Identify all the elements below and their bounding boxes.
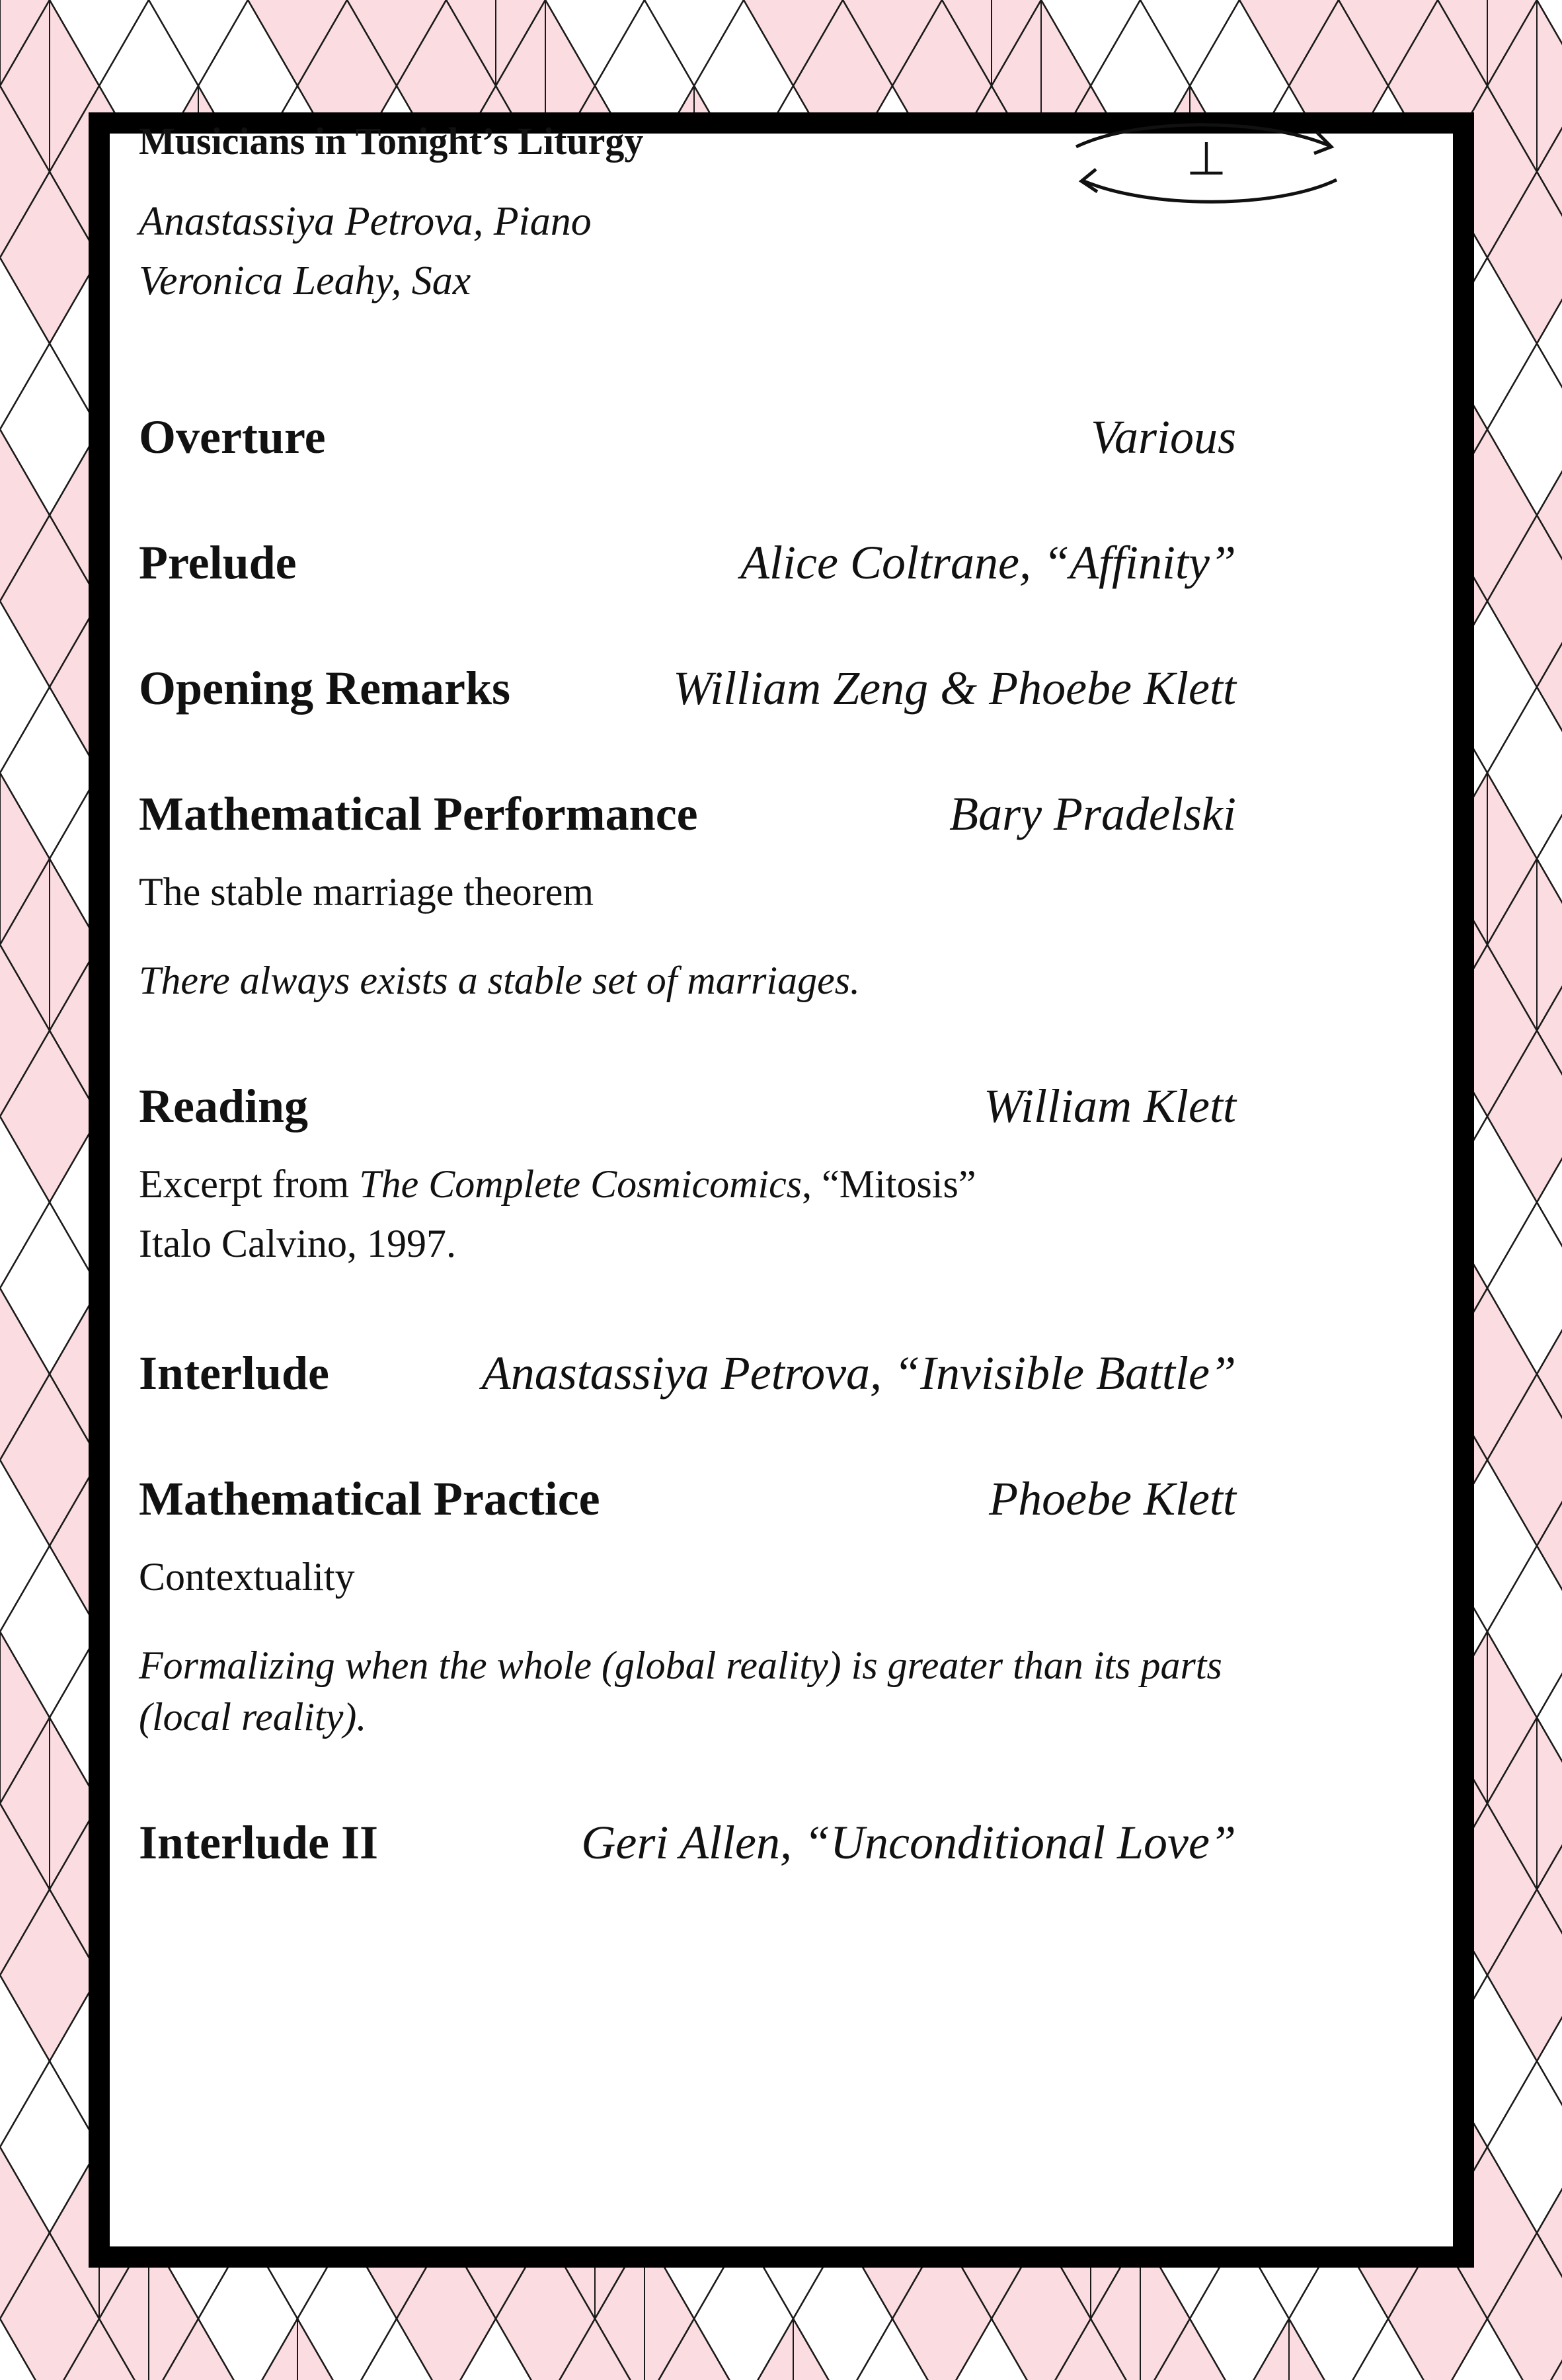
reading-excerpt xyxy=(139,1154,1236,1214)
item-performer: Bary Pradelski xyxy=(949,787,1236,840)
item-header xyxy=(139,1079,1236,1137)
reading-citation: Italo Calvino, 1997. xyxy=(139,1221,456,1265)
item-performer: Phoebe Klett xyxy=(989,1472,1236,1525)
musicians-heading: Musicians in Tonight’s Liturgy xyxy=(139,120,644,163)
excerpt-work: The Complete Cosmicomics xyxy=(359,1162,802,1206)
item-note: Formalizing when the whole (global reality) is greater than its parts (local reality). xyxy=(139,1643,1222,1739)
program-item-overture xyxy=(139,410,1236,468)
program-item-math-practice xyxy=(139,1472,1236,1743)
item-title: Interlude xyxy=(139,1346,329,1400)
musicians-list xyxy=(139,192,1236,311)
program-item-opening-remarks xyxy=(139,661,1236,719)
item-subtitle: The stable marriage theorem xyxy=(139,869,594,914)
item-title: Mathematical Performance xyxy=(139,787,698,840)
program-item-math-performance xyxy=(139,787,1236,1006)
program-item-reading xyxy=(139,1079,1236,1273)
item-subtitle: Contextuality xyxy=(139,1554,355,1599)
item-performer: William Klett xyxy=(983,1079,1236,1132)
program-item-prelude xyxy=(139,536,1236,594)
item-title: Overture xyxy=(139,410,326,463)
item-note: There always exists a stable set of marriages. xyxy=(139,958,861,1002)
item-performer: William Zeng & Phoebe Klett xyxy=(673,661,1236,715)
item-title: Reading xyxy=(139,1079,309,1132)
musician-item: Veronica Leahy, Sax xyxy=(139,258,471,303)
item-title: Interlude II xyxy=(139,1815,379,1869)
item-title: Prelude xyxy=(139,536,297,589)
item-header xyxy=(139,787,1236,845)
program-item-interlude-2 xyxy=(139,1815,1236,1874)
excerpt-prefix: Excerpt from xyxy=(139,1162,360,1206)
item-performer: Various xyxy=(1090,410,1236,463)
item-performer: Geri Allen, “Unconditional Love” xyxy=(581,1815,1236,1869)
program-item-interlude xyxy=(139,1346,1236,1404)
musicians-section xyxy=(139,120,1236,311)
item-header xyxy=(139,1472,1236,1530)
program-content xyxy=(139,120,1236,1941)
item-performer: Anastassiya Petrova, “Invisible Battle” xyxy=(481,1346,1236,1400)
item-title: Mathematical Practice xyxy=(139,1472,600,1525)
musician-item: Anastassiya Petrova, Piano xyxy=(139,198,592,244)
logo-glyph: ⊥ xyxy=(1186,132,1227,186)
item-performer: Alice Coltrane, “Affinity” xyxy=(740,536,1236,589)
item-title: Opening Remarks xyxy=(139,661,511,715)
excerpt-suffix: , “Mitosis” xyxy=(802,1162,976,1206)
